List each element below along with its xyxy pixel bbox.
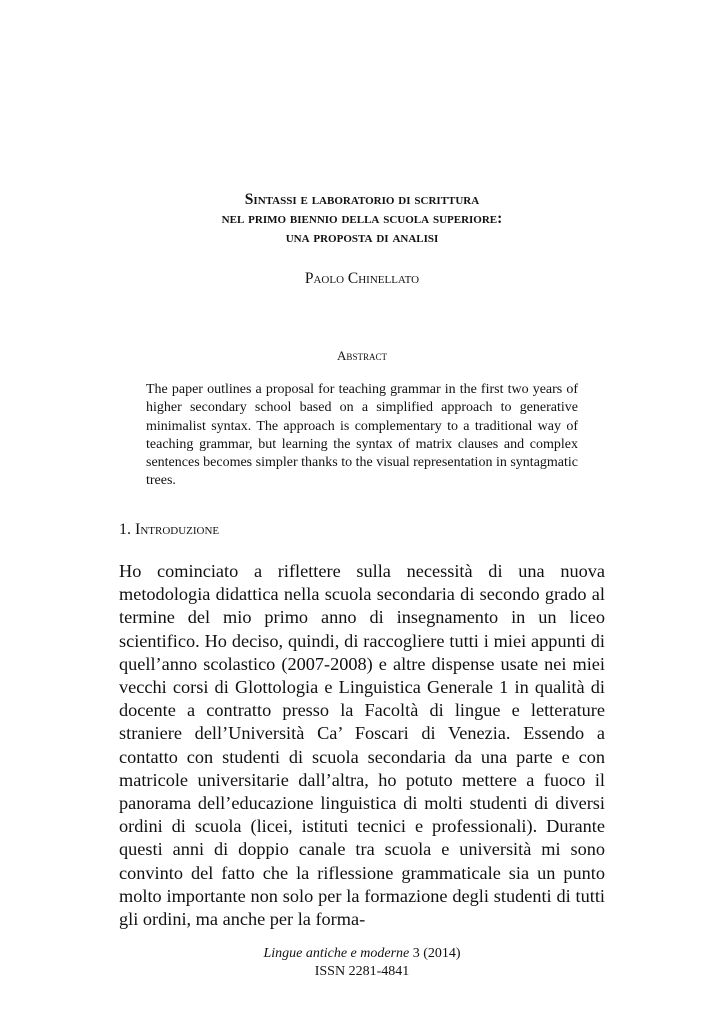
page-footer <box>0 945 724 981</box>
title-line-2: nel primo biennio della scuola superiore: <box>221 210 503 227</box>
footer-issn: ISSN 2281-4841 <box>314 964 410 979</box>
title-line-1: Sintassi e laboratorio di scrittura <box>244 191 480 208</box>
footer-citation <box>0 945 724 963</box>
author-name: Paolo Chinellato <box>304 270 420 287</box>
journal-volume: 3 (2014) <box>412 946 461 961</box>
abstract-text: The paper outlines a proposal for teaching grammar in the first two years of higher secondary school based on a simplified approach to generative minimalist syntax. The approach is complementary to a traditional way of teaching grammar, but learning the syntax of matrix clauses and complex sentences becomes simpler thanks to the visual representation in syntagmatic trees. <box>146 382 578 489</box>
paper-title <box>0 190 724 247</box>
title-line-3: una proposta di analisi <box>285 229 439 246</box>
journal-name: Lingue antiche e moderne <box>263 946 410 961</box>
section-heading: 1. Introduzione <box>119 521 220 538</box>
abstract-heading: Abstract <box>337 348 387 363</box>
body-paragraph: Ho cominciato a riflettere sulla necessità di una nuova metodologia didattica nella scuola secondaria di secondo grado al termine del mio primo anno di insegnamento in un liceo scientifico. Ho deciso, quindi, di raccogliere tutti i miei appunti di quell’anno scolastico (2007-2008) e altre dispense usate nei miei vecchi corsi di Glottologia e Linguistica Generale 1 in qualità di docente a contratto presso la Facoltà di lingue e letterature straniere dell’Università Ca’ Foscari di Venezia. Essendo a contatto con studenti di scuola secondaria da una parte e con matricole universitarie dall’altra, ho potuto mettere a fuoco il panorama dell’educazione linguistica di molti studenti di diversi ordini di scuola (licei, istituti tecnici e professionali). Durante questi anni di doppio canale tra scuola e università mi sono convinto del fatto che la riflessione grammaticale sia un punto molto importante non solo per la formazione degli studenti di tutti gli ordini, ma anche per la forma- <box>119 561 605 930</box>
